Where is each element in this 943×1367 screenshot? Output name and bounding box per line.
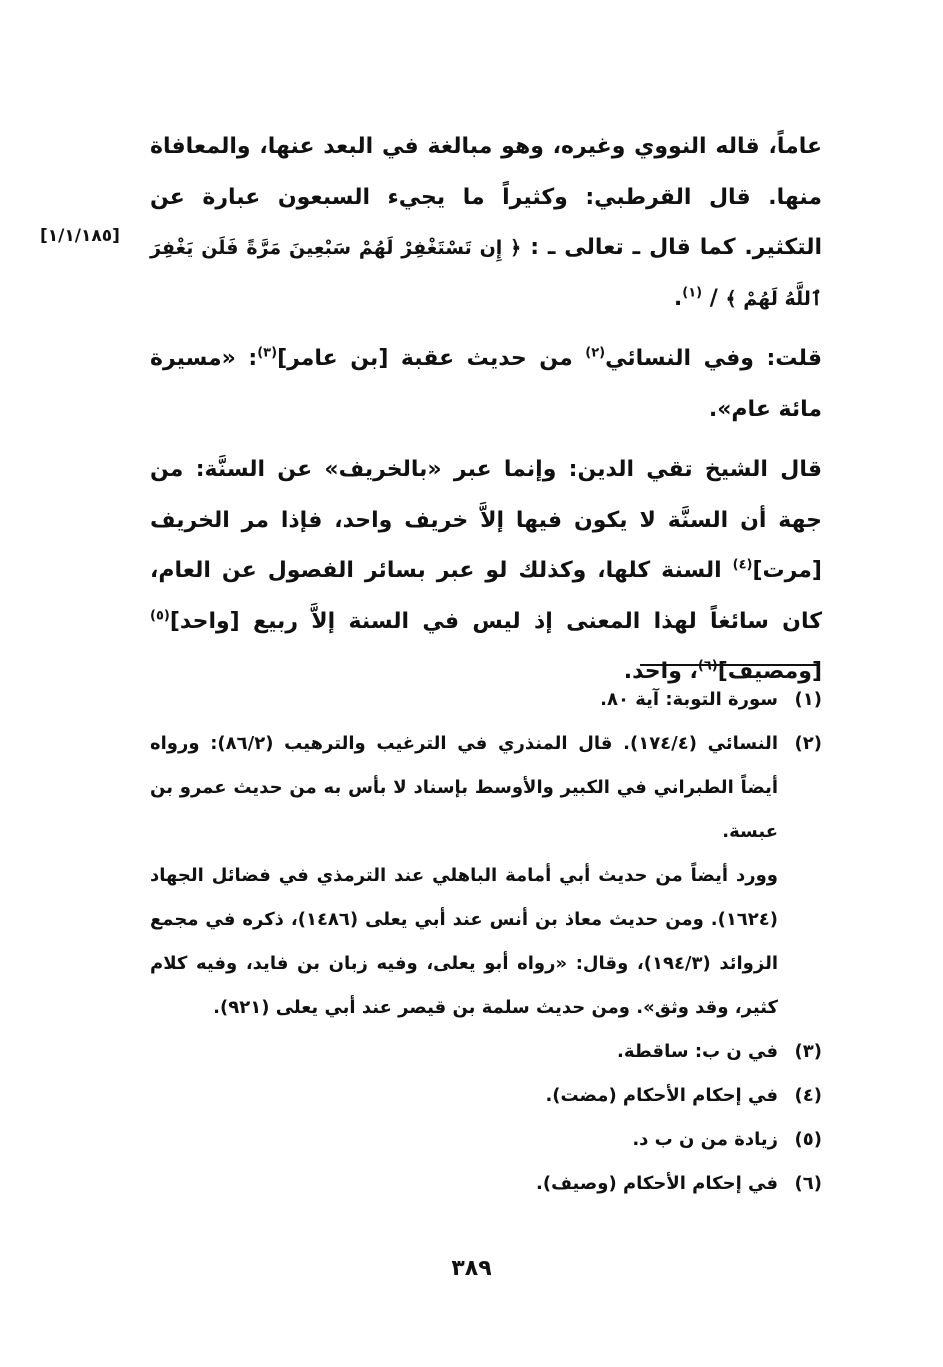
paragraph-1-text: عاماً، قاله النووي وغيره، وهو مبالغة في البعد عنها، والمعافاة منها. قال القرطبي: وكثيراً ما يجيء السبعون عبارة عن التكثير. كما قال ـ تعالى ـ : — [150, 134, 822, 260]
footnote-text: في إحكام الأحكام (مضت). — [545, 1085, 778, 1106]
footnote-number: (٣) — [794, 1041, 822, 1062]
paragraph-3-text-c: [ومصيف] — [717, 659, 822, 684]
paragraph-3-text-d: ، واحد. — [623, 659, 698, 684]
footnote-4 — [150, 1074, 822, 1118]
paragraph-1-end: / — [709, 285, 718, 311]
footnote-text: في إحكام الأحكام (وصيف). — [536, 1173, 778, 1194]
footnote-ref-6: (٦) — [697, 658, 718, 674]
footnote-text: زيادة من ن ب د. — [632, 1129, 778, 1150]
footnote-ref-1: (١) — [682, 285, 703, 301]
footnote-text — [150, 722, 778, 1030]
footnote-1 — [150, 678, 822, 722]
paragraph-3-text-b: السنة كلها، وكذلك لو عبر بسائر الفصول عن العام، كان سائغاً لهذا المعنى إذ ليس في السنة إلاَّ ربيع [واحد] — [150, 558, 822, 634]
margin-reference: [١/١/١٨٥] — [40, 226, 120, 246]
footnote-6 — [150, 1162, 822, 1206]
footnote-ref-4: (٤) — [732, 557, 753, 573]
footnote-text: في ن ب: ساقطة. — [617, 1041, 778, 1062]
footnote-2-part-2: وورد أيضاً من حديث أبي أمامة الباهلي عند الترمذي في فضائل الجهاد (١٦٢٤). ومن حديث معاذ بن أنس عند أبي يعلى (١٤٨٦)، ذكره في مجمع الزوائد (١٩٤/٣)، وقال: «رواه أبو يعلى، وفيه زبان بن فايد، وفيه كلام كثير، وقد وثق». ومن حديث سلمة بن قيصر عند أبي يعلى (٩٢١). — [150, 865, 778, 1018]
footnote-number: (١) — [794, 689, 822, 710]
footnote-ref-2: (٢) — [585, 345, 606, 361]
footnote-text: سورة التوبة: آية ٨٠. — [600, 689, 778, 710]
paragraph-2-text-c: : «مسيرة مائة عام». — [150, 346, 822, 422]
footnotes — [150, 678, 822, 1206]
footnote-number: (٥) — [794, 1129, 822, 1150]
footnote-number: (٤) — [794, 1085, 822, 1106]
footnote-2 — [150, 722, 822, 1030]
paragraph-1: عاماً، قاله النووي وغيره، وهو مبالغة في البعد عنها، والمعافاة منها. قال القرطبي: وكثيراً ما يجيء السبعون عبارة عن التكثير. كما قال ـ تعالى ـ : ﴿ إِن تَسْتَغْفِرْ لَهُمْ سَبْعِينَ مَرَّةً فَلَن يَغْفِرَ ٱللَّهُ لَهُمْ ﴾ / $^{(١)}$. — [150, 134, 822, 311]
paragraph-3 — [150, 445, 822, 698]
paragraph-2 — [150, 334, 822, 435]
footnote-5 — [150, 1118, 822, 1162]
paragraph-2-text-b: من حديث عقبة [بن عامر] — [277, 346, 573, 371]
footnote-separator — [640, 664, 818, 666]
quran-verse: ﴿ إِن تَسْتَغْفِرْ لَهُمْ سَبْعِينَ مَرَّةً فَلَن يَغْفِرَ ٱللَّهُ لَهُمْ ﴾ — [150, 237, 822, 310]
paragraph-3-text-a: قال الشيخ تقي الدين: وإنما عبر «بالخريف» عن السنَّة: من جهة أن السنَّة لا يكون فيها إلاَّ خريف واحد، فإذا مر الخريف [مرت] — [150, 457, 822, 583]
paragraph-2-text-a: قلت: وفي النسائي — [605, 346, 822, 371]
footnote-number: (٦) — [794, 1173, 822, 1194]
footnote-3 — [150, 1030, 822, 1074]
footnote-number: (٢) — [794, 733, 822, 754]
main-text — [150, 122, 822, 698]
page-number: ٣٨٩ — [451, 1256, 492, 1281]
footnote-ref-3: (٣) — [257, 345, 278, 361]
footnote-2-part-1: النسائي (١٧٤/٤). قال المنذري في الترغيب والترهيب (٨٦/٢): ورواه أيضاً الطبراني في الكبير والأوسط بإسناد لا بأس به من حديث عمرو بن عبسة. — [150, 733, 778, 842]
footnote-ref-5: (٥) — [150, 608, 170, 624]
